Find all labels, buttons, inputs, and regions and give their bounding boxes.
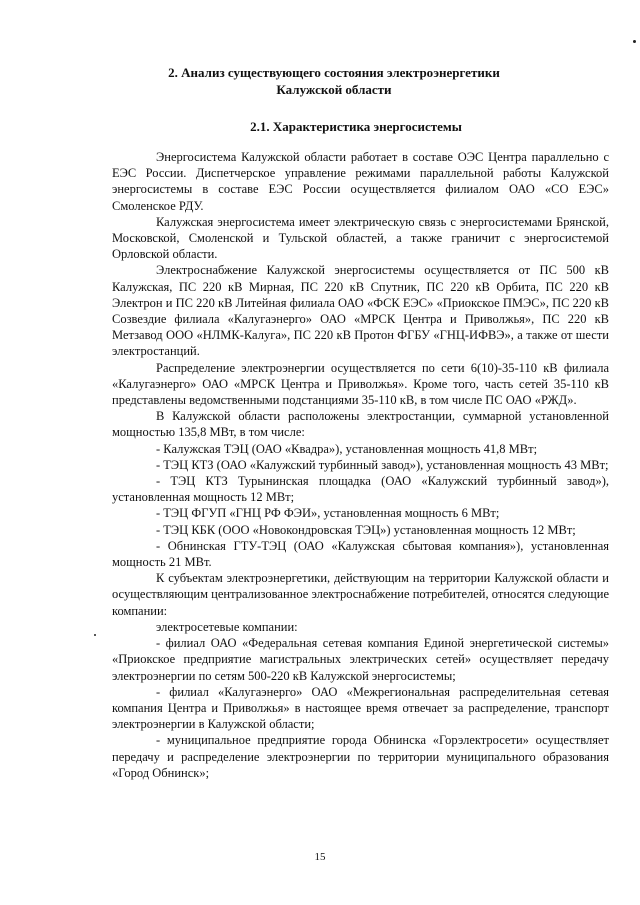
list-item: - Калужская ТЭЦ (ОАО «Квадра»), установленная мощность 41,8 МВт;: [156, 441, 538, 456]
page-number: 15: [314, 851, 326, 863]
paragraph: Энергосистема Калужской области работает в составе ОЭС Центра параллельно с ЕЭС России. Диспетчерское управление режимами параллельной работы Калужской энергосистемы в составе ЕЭС России осуществляется филиалом ОАО «СО ЕЭС» Смоленское РДУ.: [112, 150, 609, 213]
list-item: - филиал «Калугаэнерго» ОАО «Межрегиональная распределительная сетевая компания Центра и Приволжья» в настоящее время отвечает за распределение, транспорт электроэнергии в Калужской области;: [112, 684, 609, 732]
list-item: - филиал ОАО «Федеральная сетевая компания Единой энергетической системы» «Приокское предприятие магистральных электрических сетей» осуществляет передачу электроэнергии по сетям 500-220 кВ Калужской энергосистемы;: [112, 636, 609, 683]
paragraph: Распределение электроэнергии осуществляется по сети 6(10)-35-110 кВ филиала «Калугаэнерго» ОАО «МРСК Центра и Приволжья». Кроме того, часть сетей 35-110 кВ представлены ведомственными подстанциями 35-110 кВ, в том числе ПС ОАО «РЖД».: [112, 360, 609, 408]
paragraph: К субъектам электроэнергетики, действующим на территории Калужской области и осуществляющим централизованное электроснабжение потребителей, относятся следующие компании:: [112, 571, 609, 618]
paragraph: В Калужской области расположены электростанции, суммарной установленной мощностью 135,8 МВт, в том числе:: [112, 409, 609, 440]
scan-speck: [94, 634, 96, 636]
list-item: - Обнинская ГТУ-ТЭЦ (ОАО «Калужская сбытовая компания»), установленная мощность 21 МВт.: [112, 538, 609, 570]
section-title-line2: Калужской области: [276, 82, 392, 97]
list-item: - муниципальное предприятие города Обнинска «Горэлектросети» осуществляет передачу и распределение электроэнергии по территории муниципального образования «Город Обнинск»;: [112, 733, 609, 780]
paragraph: электросетевые компании:: [156, 619, 298, 634]
section-title: 2. Анализ существующего состояния электроэнергетики: [168, 65, 500, 80]
paragraph: Калужская энергосистема имеет электрическую связь с энергосистемами Брянской, Московской, Смоленской и Тульской областей, а также граничит с энергосистемой Орловской области.: [112, 214, 609, 262]
list-item: - ТЭЦ КБК (ООО «Новокондровская ТЭЦ») установленная мощность 12 МВт;: [156, 522, 576, 537]
document-body: [112, 141, 609, 781]
scan-speck: [633, 40, 636, 43]
list-item: - ТЭЦ КТЗ (ОАО «Калужский турбинный завод»), установленная мощность 43 МВт;: [156, 457, 609, 472]
list-item: - ТЭЦ КТЗ Турынинская площадка (ОАО «Калужский турбинный завод»), установленная мощность 12 МВт;: [112, 474, 609, 505]
subsection-title: 2.1. Характеристика энергосистемы: [250, 119, 462, 134]
paragraph: Электроснабжение Калужской энергосистемы осуществляется от ПС 500 кВ Калужская, ПС 220 кВ Мирная, ПС 220 кВ Спутник, ПС 220 кВ Орбита, ПС 220 кВ Электрон и ПС 220 кВ Литейная филиала ОАО «ФСК ЕЭС» «Приокское ПМЭС», ПС 220 кВ Созвездие филиала «Калугаэнерго» ОАО «МРСК Центра и Приволжья», ПС 220 кВ Метзавод ООО «НЛМК-Калуга», ПС 220 кВ Протон ФГБУ «ГНЦ-ИФВЭ», а также от шести электростанций.: [112, 263, 609, 359]
list-item: - ТЭЦ ФГУП «ГНЦ РФ ФЭИ», установленная мощность 6 МВт;: [156, 506, 500, 521]
